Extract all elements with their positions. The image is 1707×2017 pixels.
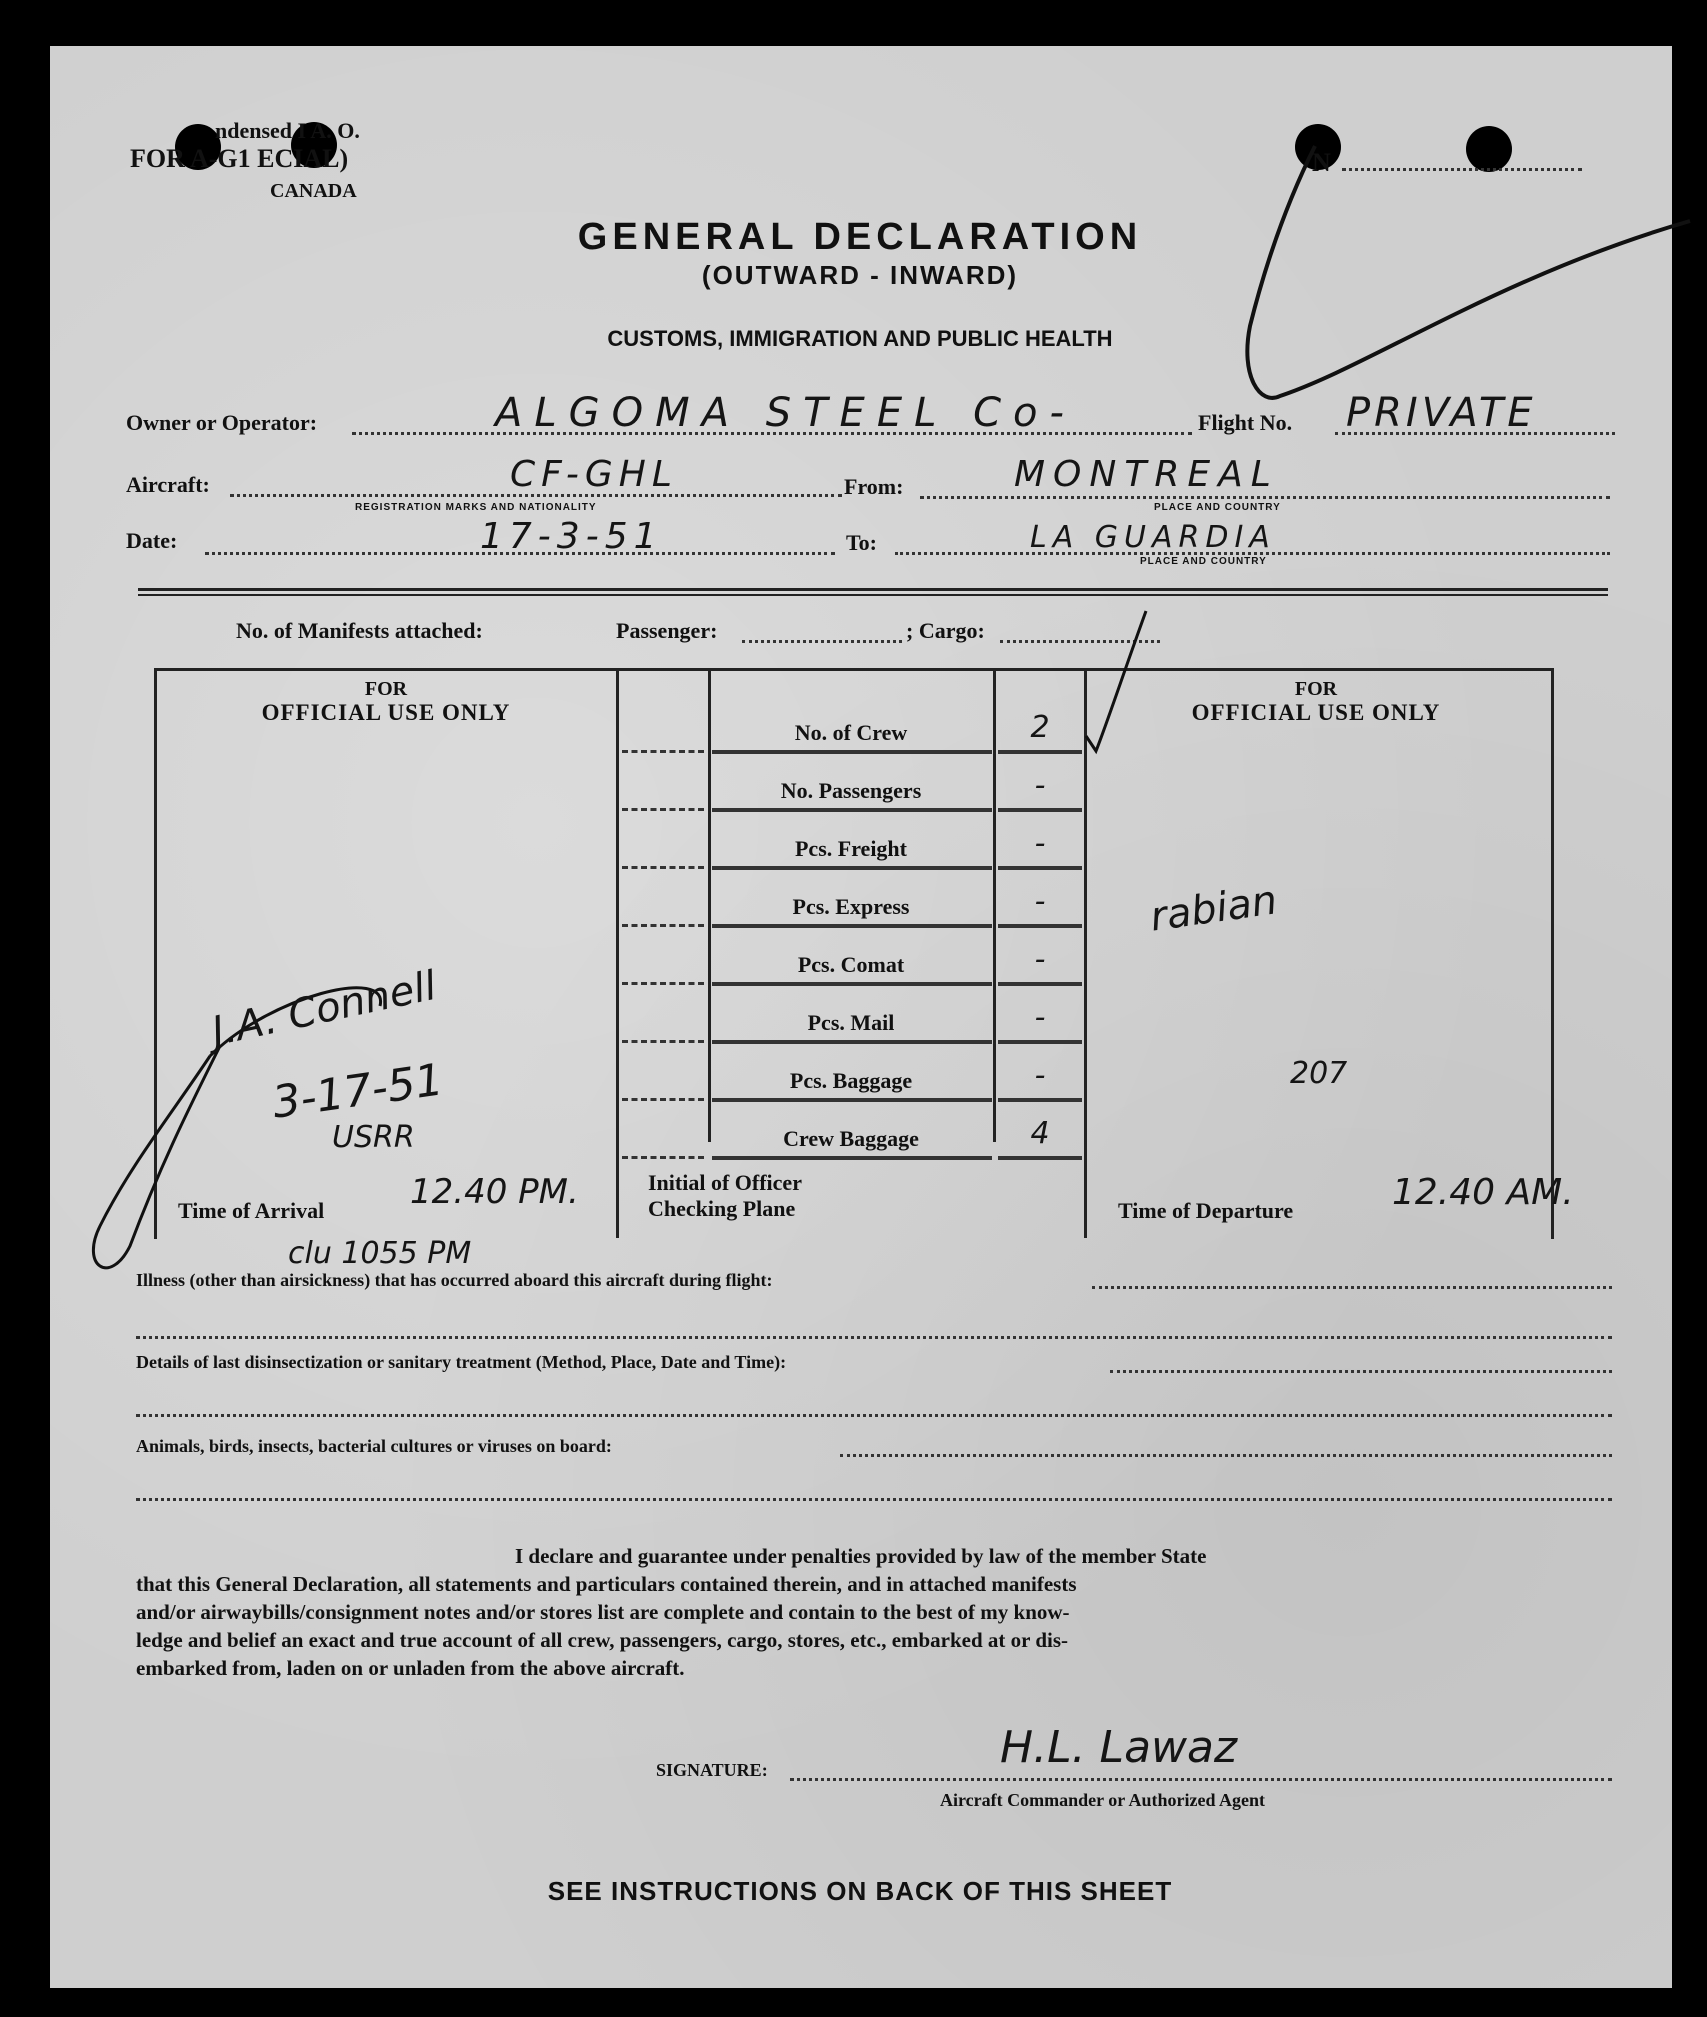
form-country: CANADA [270, 180, 357, 202]
table-row-rule-right [998, 924, 1082, 928]
table-row-label: Pcs. Freight [794, 836, 907, 861]
page-subtitle: (OUTWARD - INWARD) [701, 260, 1019, 290]
left-annotation-name: J.A. Connell [207, 962, 441, 1056]
table-row-rule-left [622, 924, 704, 927]
declaration-sheet [50, 46, 1672, 1988]
initial-officer-label: Initial of Officer [648, 1170, 802, 1195]
table-row-label: Pcs. Baggage [789, 1068, 913, 1093]
table-row-rule-left [622, 1040, 704, 1043]
table-row-value[interactable]: - [1034, 884, 1046, 919]
time-of-arrival-label: Time of Arrival [178, 1198, 325, 1223]
checking-plane-label: Checking Plane [648, 1196, 796, 1221]
date-value[interactable]: 17-3-51 [480, 516, 663, 557]
left-annotation-date: 3-17-51 [269, 1054, 447, 1129]
right-annotation-number: 207 [1290, 1056, 1348, 1091]
table-row-value[interactable]: 2 [1030, 710, 1050, 745]
illness-dots-1 [1092, 1286, 1612, 1289]
page-subheading: CUSTOMS, IMMIGRATION AND PUBLIC HEALTH [607, 326, 1113, 351]
disinsection-label: Details of last disinsectization or sanitary treatment (Method, Place, Date and Time): [136, 1352, 787, 1372]
table-row-label: Crew Baggage [783, 1126, 919, 1151]
flight-value[interactable]: PRIVATE [1346, 390, 1537, 436]
aircraft-value[interactable]: CF-GHL [510, 454, 678, 495]
table-row-value[interactable]: - [1034, 1058, 1046, 1093]
animals-dots-1 [840, 1454, 1612, 1457]
form-number-label: N [1312, 148, 1331, 177]
time-of-departure-label: Time of Departure [1118, 1198, 1294, 1223]
table-row-value[interactable]: - [1034, 826, 1046, 861]
table-row-rule-right [998, 1156, 1082, 1160]
illness-dots-2 [136, 1336, 1612, 1339]
aircraft-label: Aircraft: [126, 472, 210, 497]
disinsection-dots-1 [1110, 1370, 1612, 1373]
table-row-label: Pcs. Mail [807, 1010, 895, 1035]
date-label: Date: [126, 528, 178, 553]
animals-dots-2 [136, 1498, 1612, 1501]
table-divider-2 [708, 668, 711, 1142]
table-row-rule [712, 924, 992, 928]
crew-check-icon [1076, 606, 1156, 766]
table-row-rule-left [622, 750, 704, 753]
table-row-rule [712, 750, 992, 754]
table-row-rule-right [998, 1040, 1082, 1044]
table-row-rule-left [622, 808, 704, 811]
table-row-rule-right [998, 808, 1082, 812]
table-divider-1 [616, 668, 619, 1238]
table-divider-3 [993, 668, 996, 1142]
declaration-line-4: ledge and belief an exact and true account of all crew, passengers, cargo, stores, etc., embarked at or dis- [136, 1628, 1069, 1652]
declaration-line-5: embarked from, laden on or unladen from the above aircraft. [136, 1656, 685, 1680]
right-official-use: OFFICIAL USE ONLY [1191, 700, 1441, 725]
owner-value[interactable]: ALGOMA STEEL Co- [495, 390, 1076, 436]
time-of-departure-value[interactable]: 12.40 AM. [1392, 1172, 1574, 1213]
right-official-for: FOR [1294, 678, 1338, 700]
disinsection-dots-2 [136, 1414, 1612, 1417]
owner-label: Owner or Operator: [126, 410, 318, 435]
passenger-manifest-label: Passenger: [616, 618, 718, 643]
illness-label: Illness (other than airsickness) that has occurred aboard this aircraft during flight: [136, 1270, 773, 1290]
table-row-rule-right [998, 866, 1082, 870]
header-rule-bottom [138, 594, 1608, 596]
table-row-rule [712, 1040, 992, 1044]
form-code-line1: ndensed I A. O. [215, 118, 360, 143]
table-row-value[interactable]: 4 [1030, 1116, 1050, 1151]
table-row-rule [712, 866, 992, 870]
to-label: To: [846, 530, 877, 555]
to-value[interactable]: LA GUARDIA [1030, 520, 1276, 555]
from-note: PLACE AND COUNTRY [1154, 502, 1281, 513]
table-row-value[interactable]: - [1034, 768, 1046, 803]
table-row-label: No. of Crew [794, 720, 908, 745]
table-row-rule-right [998, 982, 1082, 986]
passenger-manifest-dots [742, 640, 902, 643]
table-row-rule-left [622, 1098, 704, 1101]
signature-caption: Aircraft Commander or Authorized Agent [940, 1790, 1265, 1810]
table-row-rule-left [622, 1156, 704, 1159]
table-row-rule [712, 808, 992, 812]
declaration-line-2: that this General Declaration, all statements and particulars contained therein, and in attached manifests [136, 1572, 1077, 1596]
signature-dots [790, 1778, 1612, 1781]
declaration-line-3: and/or airwaybills/consignment notes and/or stores list are complete and contain to the best of my know- [136, 1600, 1070, 1624]
from-value[interactable]: MONTREAL [1014, 454, 1279, 495]
declaration-line-1: I declare and guarantee under penalties provided by law of the member State [515, 1544, 1207, 1568]
table-row-rule-right [998, 750, 1082, 754]
page-title: GENERAL DECLARATION [577, 216, 1143, 258]
left-annotation-code: USRR [332, 1120, 415, 1155]
left-official-for: FOR [364, 678, 408, 700]
cargo-manifest-label: ; Cargo: [906, 618, 985, 643]
signature-label: SIGNATURE: [656, 1760, 768, 1780]
table-row-rule [712, 1156, 992, 1160]
header-rule-top [138, 588, 1608, 591]
form-code-line2: FOR A-G1 ECIAL) [130, 144, 349, 173]
time-of-arrival-value[interactable]: 12.40 PM. [410, 1172, 579, 1212]
aircraft-note: REGISTRATION MARKS AND NATIONALITY [355, 502, 597, 513]
below-arrival-note: clu 1055 PM [288, 1236, 472, 1271]
table-row-label: Pcs. Express [792, 894, 910, 919]
table-row-rule-left [622, 982, 704, 985]
table-row-rule [712, 1098, 992, 1102]
from-dots [920, 496, 1610, 499]
table-row-rule-right [998, 1098, 1082, 1102]
footer-instructions: SEE INSTRUCTIONS ON BACK OF THIS SHEET [547, 1876, 1173, 1906]
table-row-label: No. Passengers [780, 778, 922, 803]
table-row-rule [712, 982, 992, 986]
table-row-rule-left [622, 866, 704, 869]
animals-label: Animals, birds, insects, bacterial cultures or viruses on board: [136, 1436, 612, 1456]
manifests-label: No. of Manifests attached: [236, 618, 483, 643]
right-annotation-word: rabian [1147, 877, 1280, 941]
flight-label: Flight No. [1198, 410, 1293, 435]
table-row-value[interactable]: - [1034, 942, 1046, 977]
from-label: From: [844, 474, 904, 499]
commander-signature[interactable]: H.L. Lawaz [1000, 1722, 1238, 1773]
table-row-value[interactable]: - [1034, 1000, 1046, 1035]
left-official-use: OFFICIAL USE ONLY [261, 700, 511, 725]
table-row-label: Pcs. Comat [797, 952, 905, 977]
to-note: PLACE AND COUNTRY [1140, 556, 1267, 567]
